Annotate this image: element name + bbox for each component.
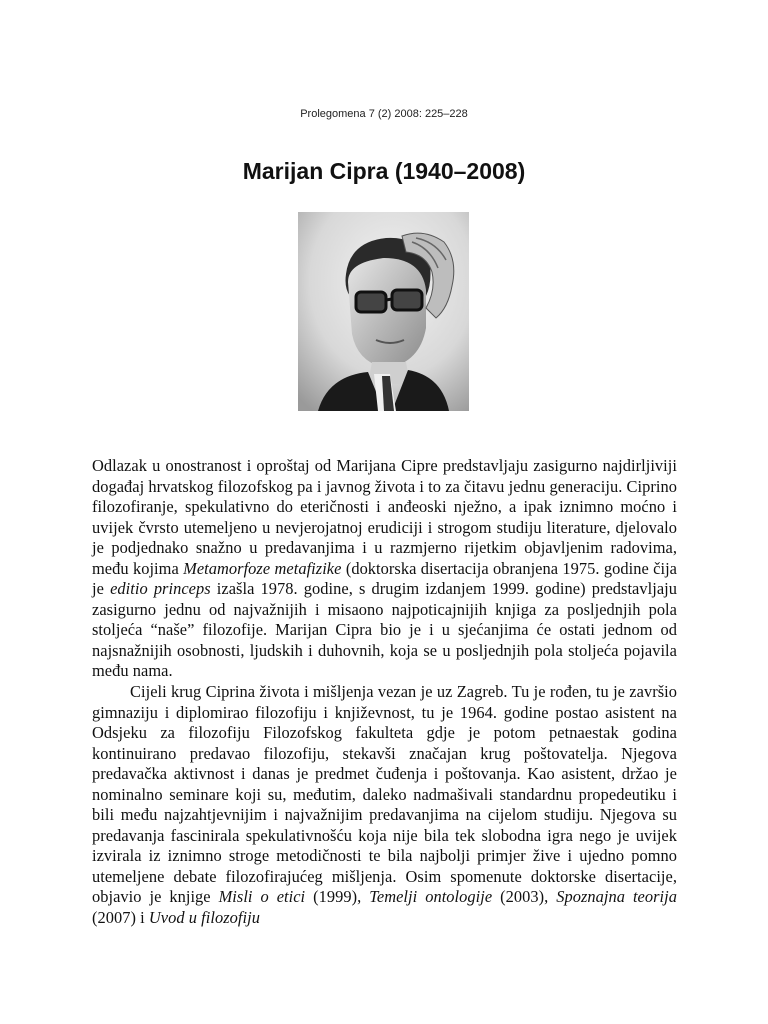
paragraph-text: Odlazak u onostranost i oproštaj od Marijana Cipre predstavljaju zasigurno najdirljiviji događaj hrvatskog filozofskog pa i javnog života i to za čitavu jednu generaciju. Ciprino filozofiranje, spekulativno do eteričnosti i anđeoski nježno, a ipak iznimno moćno i uvijek čvrsto utemeljeno u nevjerojatnoj erudiciji i strogom studiju literature, djelovalo je podjednako snažno u predavanjima i u razmjerno rijetkim objavljenim radovima, među kojima (92, 456, 677, 578)
book-title: Metamorfoze metafizike (183, 558, 342, 578)
portrait-photo (298, 212, 469, 411)
paragraph-text: (doktorska disertacija obranjena 1975. godine čija je (92, 558, 677, 599)
paragraph-text: izašla 1978. godine, s drugim izdanjem 1999. godine) predstavljaju zasigurno jednu od najvažnijih i misaono najpoticajnijih knjiga za posljednjih pola stoljeća “naše” filozofije. Marijan Cipra bio je i u sjećanjima će ostati jednom od najsnažnijih osobnosti, ljudskih i duhovnih, koja se u posljednjih pola stoljeća pojavila među nama. (92, 579, 678, 681)
book-title: Misli o etici (218, 887, 306, 907)
book-title: Uvod u filozofiju (148, 908, 260, 928)
body-paragraph (92, 682, 677, 929)
paragraph-text: (2007) i (92, 908, 149, 928)
book-title: Temelji ontologije (369, 887, 493, 907)
article-body (92, 456, 677, 929)
book-title: Spoznajna teorija (556, 887, 677, 907)
body-paragraph (92, 456, 677, 682)
article-title: Marijan Cipra (1940–2008) (242, 158, 526, 184)
journal-citation: Prolegomena 7 (2) 2008: 225–228 (300, 108, 468, 120)
paragraph-text: (1999), (305, 887, 370, 907)
paragraph-text: Cijeli krug Ciprina života i mišljenja vezan je uz Zagreb. Tu je rođen, tu je završio gimnaziju i diplomirao filozofiju i književnost, tu je 1964. godine postao asistent na Odsjeku za filozofiju Filozofskog fakulteta gdje je potom petnaestak godina kontinuirano predavao filozofiju, stekavši značajan krug poštovatelja. Njegova predavačka aktivnost i danas je predmet čuđenja i poštovanja. Kao asistent, držao je nominalno seminare koji su, međutim, daleko nadmašivali standardnu propedeutiku i bili među najzahtjevnijim i najvažnijim predavanjima na cijelom studiju. Njegova su predavanja fascinirala spekulativnošću koja nije bila tek slobodna igra nego je uvijek izvirala iz iznimno stroge metodičnosti te bila najbolji primjer žive i ujedno pomno utemeljene debate filozofirajućeg mišljenja. Osim spomenute doktorske disertacije, objavio je knjige (92, 682, 677, 907)
paragraph-text: (2003), (492, 887, 557, 907)
latin-phrase: editio princeps (110, 579, 211, 599)
